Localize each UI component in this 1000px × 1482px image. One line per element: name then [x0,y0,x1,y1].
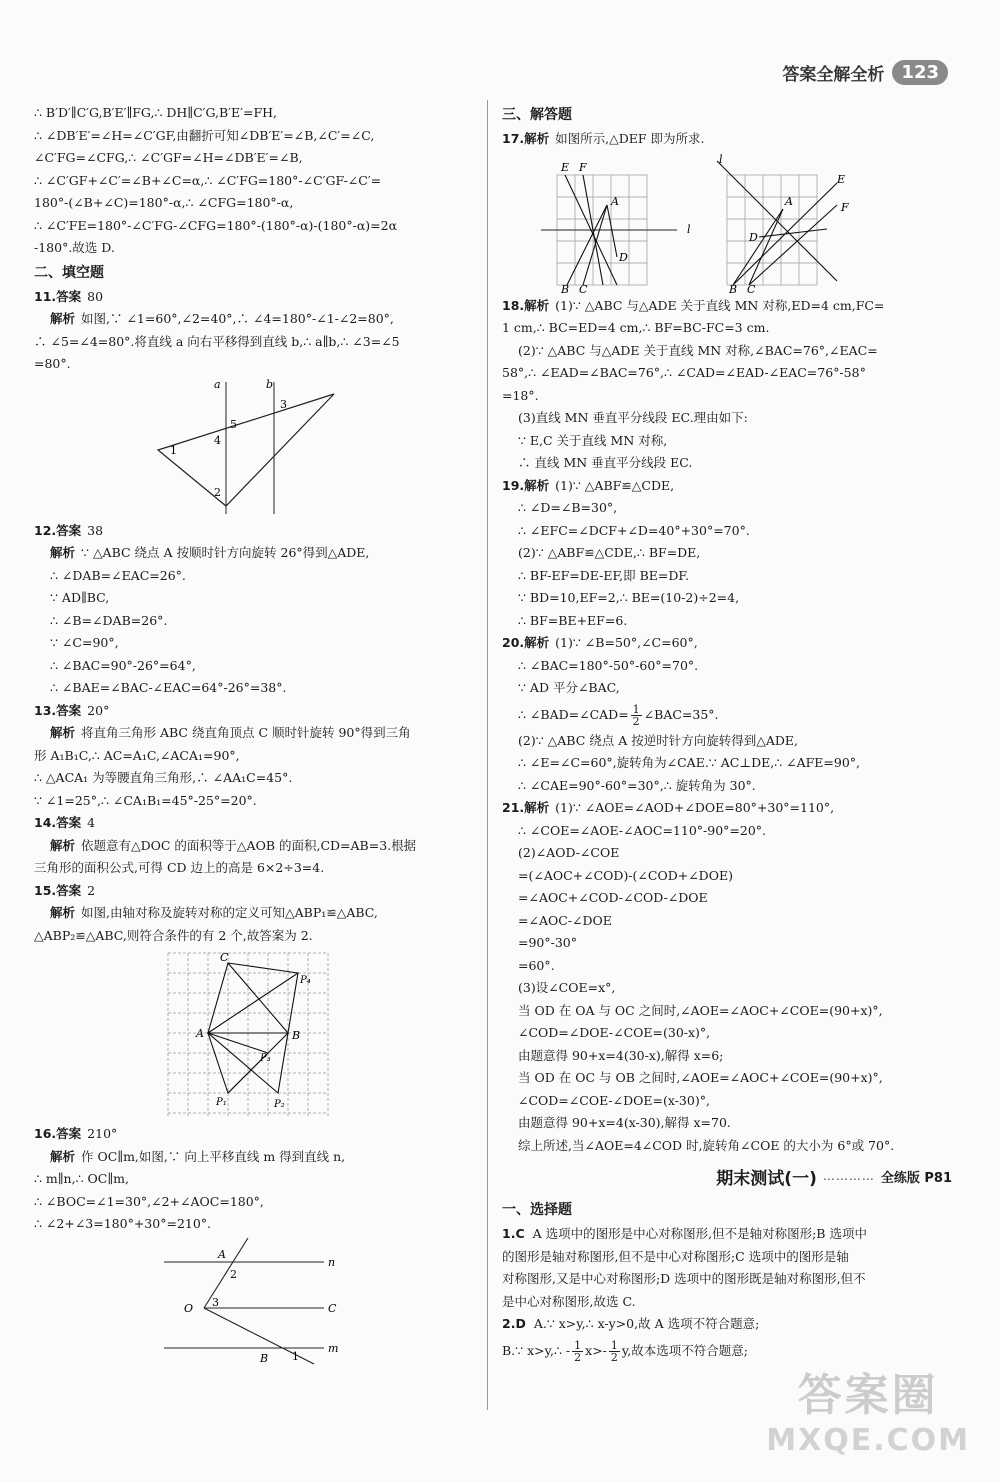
text-line: A 选项中的图形是中心对称图形,但不是轴对称图形;B 选项中 [532,1226,867,1241]
line-l-2: l [719,152,723,166]
section-heading-multiple-choice: 一、选择题 [502,1202,572,1218]
page-number: 123 [892,60,948,85]
section-heading-solutions: 三、解答题 [502,107,572,123]
point-B-2: B [729,282,738,293]
text-line: 形 A₁B₁C,∴ AC=A₁C,∠ACA₁=90°, [34,747,240,763]
line-m: m [328,1341,339,1355]
text-line: 1 cm,∴ BC=ED=4 cm,∴ BF=BC-FC=3 cm. [502,320,770,335]
right-column [502,102,952,1366]
answer-label: 答案 [56,815,82,830]
question-18 [502,295,952,475]
mc-question-2 [502,1313,952,1366]
explanation-label: 解析 [524,297,550,313]
answer-value: 38 [87,522,104,538]
fraction-numerator: 1 [574,1338,582,1352]
angle-3: 3 [280,397,287,411]
answer-value: 2 [87,882,96,898]
answer-label: 答案 [56,702,82,718]
text-line: (3)设∠COE=x°, [518,980,616,995]
fraction-numerator: 1 [632,702,640,716]
fraction-denominator: 2 [632,714,640,728]
text-line: (2)∵ △ABC 与△ADE 关于直线 MN 对称,∠BAC=76°,∠EAC= [518,342,878,358]
question-13 [34,700,474,813]
explanation-label: 解析 [50,1148,76,1164]
fraction [572,1340,583,1363]
angle-1: 1 [170,443,177,457]
text-line: 对称图形,又是中心对称图形;D 选项中的图形既是轴对称图形,但不 [502,1271,866,1286]
text-line: 如图所示,△DEF 即为所求. [555,131,705,146]
answer-label: 答案 [56,882,82,898]
text-fragment: ∴ ∠BAD=∠CAD= [518,706,629,722]
text-line: ∴ ∠E=∠C=60°,旋转角为∠CAE.∵ AC⊥DE,∴ ∠AFE=90°, [518,755,861,770]
angle-3: 3 [212,1295,219,1309]
point-A: A [196,1027,204,1040]
text-line: 是中心对称图形,故选 C. [502,1293,636,1309]
point-A: A [611,194,619,208]
text-line: ∴ 直线 MN 垂直平分线段 EC. [518,455,693,470]
text-line: ∴ ∠BOC=∠1=30°,∠2+∠AOC=180°, [34,1193,264,1209]
question-11 [34,286,474,518]
text-line: (3)直线 MN 垂直平分线段 EC.理由如下: [518,410,748,425]
point-P2: P₂ [274,1099,285,1110]
text-line: ∴ ∠D=∠B=30°, [518,500,618,515]
label-b: b [266,377,274,391]
mc-question-1 [502,1223,952,1313]
text-line: ∵ △ABC 绕点 A 按顺时针方向旋转 26°得到△ADE, [81,545,370,560]
text-line: =∠AOC-∠DOE [518,912,612,928]
question-number: 14. [34,815,57,830]
text-line: ∠COD=∠COE-∠DOE=(x-30)°, [518,1092,710,1108]
point-A-2: A [785,194,793,208]
text-line: =60°. [518,957,555,973]
text-line: ∴ ∠BAE=∠BAC-∠EAC=64°-26°=38°. [50,680,287,695]
point-F-2: F [841,200,849,214]
point-O: O [184,1301,194,1315]
question-16 [34,1123,474,1368]
figure-parallel-lines-fold [154,1238,354,1368]
text-line: 由题意得 90+x=4(30-x),解得 x=6; [518,1047,724,1063]
left-column [34,102,474,1370]
question-number: 15. [34,882,57,898]
point-A: A [218,1247,226,1261]
point-D-2: D [749,230,758,244]
point-B: B [292,1029,301,1042]
fraction [609,1340,620,1363]
text-line: =90°-30° [518,935,578,950]
angle-2: 2 [214,485,221,499]
text-line: 当 OD 在 OA 与 OC 之间时,∠AOE=∠AOC+∠COE=(90+x)°, [518,1002,883,1018]
explanation-label: 解析 [524,800,550,815]
line-n: n [328,1255,336,1269]
explanation-label: 解析 [50,905,76,920]
question-12 [34,520,474,700]
explanation-label: 解析 [524,477,550,493]
text-line: ∴ m∥n,∴ OC∥m, [34,1171,129,1186]
text-line: ∴ B′D′∥C′G,B′E′∥FG,∴ DH∥C′G,B′E′=FH, [34,105,277,120]
column-divider [487,100,488,1410]
text-line: ∴ ∠BAC=180°-50°-60°=70°. [518,657,699,673]
question-20 [502,632,952,797]
text-line: 将直角三角形 ABC 绕直角顶点 C 顺时针旋转 90°得到三角 [81,725,411,740]
point-C: C [328,1301,337,1315]
text-line: -180°.故选 D. [34,240,115,255]
text-line: A.∵ x>y,∴ x-y>0,故 A 选项不符合题意; [533,1316,760,1331]
exam-page-ref: 全练版 P81 [880,1170,952,1186]
question-number: 17. [502,131,525,146]
line-l: l [687,222,691,236]
explanation-label: 解析 [50,545,76,560]
text-line: ∴ ∠DAB=∠EAC=26°. [50,567,186,583]
text-line: ∴ ∠DB′E′=∠H=∠C′GF,由翻折可知∠DB′E′=∠B,∠C′=∠C, [34,127,375,143]
question-number: 12. [34,522,57,538]
text-line: ∴ BF-EF=DE-EF,即 BE=DF. [518,567,690,583]
text-line: ∴ ∠C′GF+∠C′=∠B+∠C=α,∴ ∠C′FG=180°-∠C′GF-∠C′= [34,172,382,188]
question-number: 11. [34,288,57,304]
answer-value: 20° [87,702,110,718]
text-fragment: ∠BAC=35°. [643,706,719,722]
text-line: (1)∵ △ABC 与△ADE 关于直线 MN 对称,ED=4 cm,FC= [555,297,885,313]
text-line: ∴ ∠B=∠DAB=26°. [50,612,168,628]
text-line: 如图,∵ ∠1=60°,∠2=40°,∴ ∠4=180°-∠1-∠2=80°, [81,311,394,326]
text-line: 58°,∴ ∠EAD=∠BAC=76°,∴ ∠CAD=∠EAD-∠EAC=76°-58° [502,365,866,380]
text-line: ∵ BD=10,EF=2,∴ BE=(10-2)÷2=4, [518,590,740,605]
text-line: 的图形是轴对称图形,但不是中心对称图形;C 选项中的图形是轴 [502,1248,849,1264]
explanation-label: 解析 [524,131,550,146]
text-line: 依题意有△DOC 的面积等于△AOB 的面积,CD=AB=3.根据 [81,837,417,853]
point-P1: P₁ [216,1097,227,1108]
answer-label: 答案 [56,288,82,304]
question-21 [502,797,952,1157]
text-line: ∴ ∠EFC=∠DCF+∠D=40°+30°=70°. [518,522,750,538]
answer-value: 210° [87,1126,118,1141]
text-line: ∴ ∠CAE=90°-60°=30°,∴ 旋转角为 30°. [518,777,756,793]
answer-label: 答案 [56,1126,82,1141]
text-line: 由题意得 90+x=4(x-30),解得 x=70. [518,1115,731,1130]
exam-title-bar [502,1161,952,1191]
fraction-denominator: 2 [574,1350,582,1364]
point-C-2: C [747,282,756,293]
text-line: ∠C′FG=∠CFG,∴ ∠C′GF=∠H=∠DB′E′=∠B, [34,150,303,165]
text-line: ∵ AD∥BC, [50,590,110,605]
figure-grid-points [164,949,344,1121]
text-line: =∠AOC+∠COD-∠COD-∠DOE [518,890,708,905]
text-line: 当 OD 在 OC 与 OB 之间时,∠AOE=∠AOC+∠COE=(90+x)°, [518,1070,883,1085]
text-line: ∴ ∠COE=∠AOE-∠AOC=110°-90°=20°. [518,822,767,838]
text-line: 如图,由轴对称及旋转对称的定义可知△ABP₁≌△ABC, [81,905,378,920]
point-C: C [220,951,229,964]
question-number: 1.C [502,1226,525,1241]
point-P3: P₃ [260,1053,271,1064]
exam-title: 期末测试(一) [716,1168,817,1189]
text-line: ∴ ∠C′FE=180°-∠C′FG-∠CFG=180°-(180°-α)-(180°-α)=2α [34,217,398,233]
watermark-logo [766,1359,970,1458]
point-B: B [561,282,570,293]
text-line: ∠COD=∠DOE-∠COE=(30-x)°, [518,1025,711,1040]
text-line: =18°. [502,387,539,403]
angle-1: 1 [292,1349,299,1363]
watermark-text: 答案圈 [797,1370,939,1421]
text-line: (2)∵ △ABF≌△CDE,∴ BF=DE, [518,545,701,560]
point-D: D [619,250,628,264]
fraction-denominator: 2 [610,1350,618,1364]
angle-4: 4 [214,433,221,447]
fraction-numerator: 1 [610,1338,618,1352]
point-C: C [579,282,588,293]
text-line: ∵ ∠C=90°, [50,635,119,650]
page-header [782,60,948,85]
answer-value: 80 [87,288,104,304]
section-heading-fill-in: 二、填空题 [34,264,104,281]
figure-reflection-grids [537,153,917,293]
question-number: 16. [34,1126,57,1141]
angle-5: 5 [230,417,237,431]
text-line: ∴ △ACA₁ 为等腰直角三角形,∴ ∠AA₁C=45°. [34,770,293,785]
text-fragment: x>- [585,1342,607,1358]
question-number: 20. [502,635,525,650]
explanation-label: 解析 [50,311,76,326]
header-title: 答案全解全析 [782,65,885,85]
text-line: ∵ E,C 关于直线 MN 对称, [518,432,668,448]
explanation-label: 解析 [50,837,76,853]
text-line: ∴ ∠BAC=90°-26°=64°, [50,657,196,673]
text-line: (1)∵ △ABF≌△CDE, [555,477,675,493]
watermark-url: MXQE.COM [766,1423,970,1458]
text-line: 三角形的面积公式,可得 CD 边上的高是 6×2÷3=4. [34,860,325,875]
point-E-2: E [837,172,846,186]
question-number: 19. [502,477,525,493]
point-B: B [260,1351,269,1365]
angle-2: 2 [230,1267,237,1281]
answer-value: 4 [87,815,96,830]
text-line: 180°-(∠B+∠C)=180°-α,∴ ∠CFG=180°-α, [34,195,294,210]
question-15 [34,880,474,1122]
text-line: (2)∵ △ABC 绕点 A 按逆时针方向旋转得到△ADE, [518,732,798,748]
explanation-label: 解析 [524,635,550,650]
text-line: 综上所述,当∠AOE=4∠COD 时,旋转角∠COE 的大小为 6°或 70°. [518,1137,895,1153]
point-F: F [579,160,587,174]
figure-parallel-lines-triangle [154,378,354,518]
fraction [631,704,642,727]
point-E: E [561,160,570,174]
text-fragment: y,故本选项不符合题意; [621,1342,748,1358]
text-line: (2)∠AOD-∠COE [518,845,620,860]
text-line: ∵ ∠1=25°,∴ ∠CA₁B₁=45°-25°=20°. [34,792,257,808]
explanation-label: 解析 [50,725,76,740]
text-line: ∴ BF=BE+EF=6. [518,612,628,628]
point-P4: P₄ [300,975,311,986]
text-line: =(∠AOC+∠COD)-(∠COD+∠DOE) [518,867,733,883]
question-number: 13. [34,702,57,718]
text-line: 作 OC∥m,如图,∵ 向上平移直线 m 得到直线 n, [81,1148,346,1164]
text-line: =80°. [34,356,71,371]
fraction-line [502,700,952,730]
text-line: △ABP₂≌△ABC,则符合条件的有 2 个,故答案为 2. [34,927,313,943]
question-number: 2.D [502,1316,526,1331]
q10-continuation [34,102,474,260]
label-a: a [214,377,221,391]
text-line: ∴ ∠5=∠4=80°.将直线 a 向右平移得到直线 b,∴ a∥b,∴ ∠3=∠5 [34,333,400,349]
question-19 [502,475,952,633]
text-fragment: B.∵ x>y,∴ - [502,1342,571,1358]
leader-dots: ………… [822,1169,875,1183]
question-14 [34,812,474,880]
text-line: ∵ AD 平分∠BAC, [518,680,620,695]
question-number: 18. [502,297,525,313]
text-line: ∴ ∠2+∠3=180°+30°=210°. [34,1216,212,1231]
text-line: (1)∵ ∠AOE=∠AOD+∠DOE=80°+30°=110°, [555,800,835,815]
text-line: (1)∵ ∠B=50°,∠C=60°, [555,635,698,650]
answer-label: 答案 [56,522,82,538]
question-number: 21. [502,800,525,815]
question-17 [502,128,952,293]
